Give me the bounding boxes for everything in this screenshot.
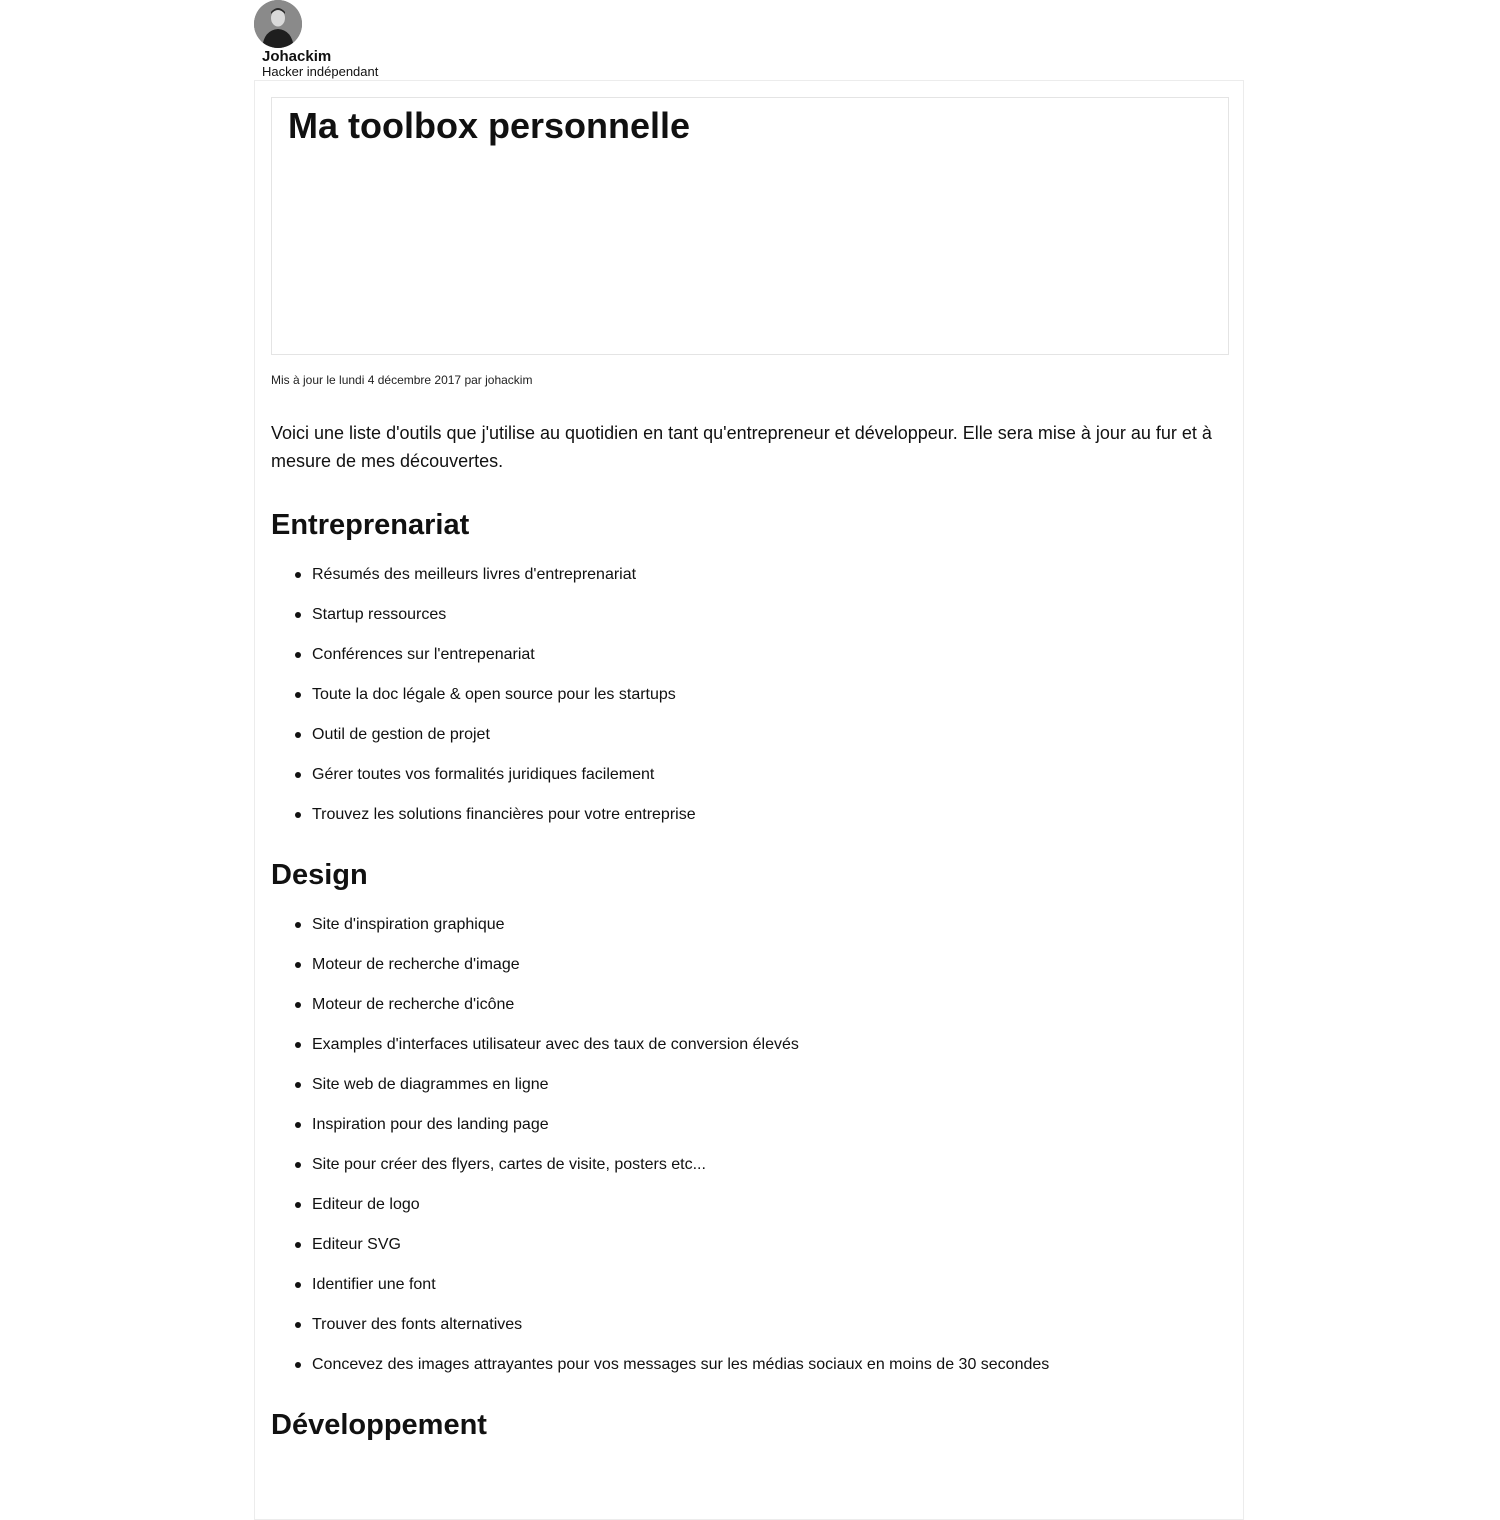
tool-link[interactable]: Trouver des fonts alternatives <box>312 1316 523 1333</box>
tool-link[interactable]: Outil de gestion de projet <box>312 726 490 743</box>
tool-link[interactable]: Moteur de recherche d'icône <box>312 996 515 1013</box>
list-item[interactable] <box>312 1275 1231 1295</box>
author-name[interactable]: Johackim <box>262 48 332 65</box>
tool-link[interactable]: Résumés des meilleurs livres d'entreprenariat <box>312 566 637 583</box>
tool-link[interactable]: Conférences sur l'entrepenariat <box>312 646 535 663</box>
list-item[interactable] <box>312 1315 1231 1335</box>
article-hero <box>271 97 1229 355</box>
article-content <box>271 419 1231 1443</box>
bullet-icon <box>295 1282 301 1288</box>
bullet-icon <box>295 652 301 658</box>
bullet-icon <box>295 1002 301 1008</box>
bullet-icon <box>295 692 301 698</box>
list-item[interactable] <box>312 955 1231 975</box>
tool-link[interactable]: Editeur de logo <box>312 1196 420 1213</box>
tool-link[interactable]: Site pour créer des flyers, cartes de visite, posters etc... <box>312 1156 706 1173</box>
tool-link[interactable]: Editeur SVG <box>312 1236 401 1253</box>
author-role: Hacker indépendant <box>262 64 379 79</box>
article-card <box>254 80 1244 1520</box>
bullet-icon <box>295 1122 301 1128</box>
list-item[interactable] <box>312 725 1231 745</box>
tool-link[interactable]: Inspiration pour des landing page <box>312 1116 549 1133</box>
bullet-icon <box>295 1242 301 1248</box>
list-item[interactable] <box>312 1235 1231 1255</box>
list-item[interactable] <box>312 765 1231 785</box>
list-item[interactable] <box>312 915 1231 935</box>
list-item[interactable] <box>312 1355 1231 1375</box>
bullet-icon <box>295 1202 301 1208</box>
tool-link[interactable]: Trouvez les solutions financières pour votre entreprise <box>312 806 696 823</box>
tool-link[interactable]: Examples d'interfaces utilisateur avec des taux de conversion élevés <box>312 1036 799 1053</box>
bullet-icon <box>295 572 301 578</box>
section-title-design: Design <box>271 859 368 891</box>
tools-list-entreprenariat <box>271 565 1231 825</box>
list-item[interactable] <box>312 685 1231 705</box>
tool-link[interactable]: Moteur de recherche d'image <box>312 956 520 973</box>
list-item[interactable] <box>312 565 1231 585</box>
tool-link[interactable]: Identifier une font <box>312 1276 436 1293</box>
tool-link[interactable]: Concevez des images attrayantes pour vos messages sur les médias sociaux en moins de 30 secondes <box>312 1356 1050 1373</box>
list-item[interactable] <box>312 605 1231 625</box>
article-meta: Mis à jour le lundi 4 décembre 2017 par johackim <box>271 373 533 387</box>
bullet-icon <box>295 732 301 738</box>
list-item[interactable] <box>312 645 1231 665</box>
bullet-icon <box>295 922 301 928</box>
bullet-icon <box>295 962 301 968</box>
bullet-icon <box>295 1362 301 1368</box>
bullet-icon <box>295 1322 301 1328</box>
person-avatar-icon[interactable] <box>254 0 302 48</box>
bullet-icon <box>295 1082 301 1088</box>
list-item[interactable] <box>312 1115 1231 1135</box>
tool-link[interactable]: Toute la doc légale & open source pour les startups <box>312 686 676 703</box>
list-item[interactable] <box>312 805 1231 825</box>
bullet-icon <box>295 812 301 818</box>
article-intro: Voici une liste d'outils que j'utilise au quotidien en tant qu'entrepreneur et développeur. Elle sera mise à jour au fur et à mesure de mes découvertes. <box>271 423 1212 471</box>
bullet-icon <box>295 612 301 618</box>
list-item[interactable] <box>312 1075 1231 1095</box>
list-item[interactable] <box>312 1195 1231 1215</box>
tool-link[interactable]: Gérer toutes vos formalités juridiques facilement <box>312 766 655 783</box>
section-title-developpement: Développement <box>271 1409 487 1441</box>
bullet-icon <box>295 1162 301 1168</box>
bullet-icon <box>295 1042 301 1048</box>
tool-link[interactable]: Startup ressources <box>312 606 447 623</box>
list-item[interactable] <box>312 1035 1231 1055</box>
list-item[interactable] <box>312 995 1231 1015</box>
tool-link[interactable]: Site d'inspiration graphique <box>312 916 505 933</box>
bullet-icon <box>295 772 301 778</box>
section-title-entreprenariat: Entreprenariat <box>271 509 470 541</box>
list-item[interactable] <box>312 1155 1231 1175</box>
tools-list-design <box>271 915 1231 1375</box>
page-title: Ma toolbox personnelle <box>288 105 691 146</box>
tool-link[interactable]: Site web de diagrammes en ligne <box>312 1076 549 1093</box>
